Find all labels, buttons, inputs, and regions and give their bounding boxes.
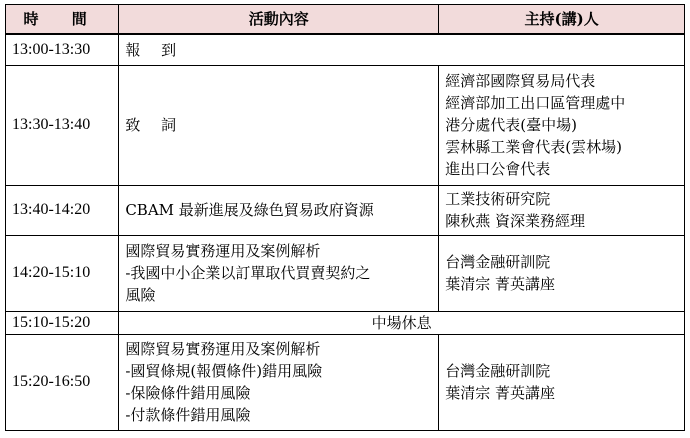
content-line: 國際貿易實務運用及案例解析: [125, 340, 321, 358]
host-cell: [439, 235, 685, 311]
time-cell: 13:30-13:40: [6, 65, 119, 185]
content-line: 中場休息: [371, 313, 432, 332]
host-line: 經濟部加工出口區管理處中: [445, 94, 626, 112]
content-line: 風險: [125, 286, 156, 304]
host-line: 經濟部國際貿易局代表: [445, 72, 596, 90]
content-cell: [119, 311, 685, 334]
host-line: 工業技術研究院: [445, 190, 551, 208]
time-cell: 15:10-15:20: [6, 311, 119, 334]
header-row: [6, 5, 685, 35]
time-cell: 13:40-14:20: [6, 185, 119, 235]
table-row: [6, 334, 685, 430]
host-line: 港分處代表(臺中場): [445, 116, 577, 134]
table-row: [6, 311, 685, 334]
content-line: -國貿條規(報價條件)錯用風險: [125, 362, 323, 380]
host-line: 雲林縣工業會代表(雲林場): [445, 138, 622, 156]
content-line: CBAM 最新進展及綠色貿易政府資源: [125, 201, 374, 219]
header-host: 主持(講)人: [439, 5, 685, 35]
content-cell: [119, 334, 439, 430]
host-line: 葉清宗 菁英講座: [445, 275, 556, 293]
time-cell: 13:00-13:30: [6, 34, 119, 65]
host-line: 台灣金融研訓院: [445, 253, 551, 271]
content-cell: [119, 65, 439, 185]
time-cell: 14:20-15:10: [6, 235, 119, 311]
table-row: [6, 34, 685, 65]
host-cell: [439, 185, 685, 235]
time-cell: 15:20-16:50: [6, 334, 119, 430]
header-content: 活動內容: [119, 5, 439, 35]
content-cell: [119, 34, 685, 65]
content-line: 致 詞: [125, 116, 185, 134]
host-line: 進出口公會代表: [445, 160, 551, 178]
table-row: [6, 185, 685, 235]
host-cell: [439, 65, 685, 185]
content-cell: [119, 185, 439, 235]
content-line: -保險條件錯用風險: [125, 384, 251, 402]
table-row: [6, 65, 685, 185]
host-line: 台灣金融研訓院: [445, 362, 551, 380]
content-line: 國際貿易實務運用及案例解析: [125, 242, 321, 260]
host-line: 葉清宗 菁英講座: [445, 384, 556, 402]
host-line: 陳秋燕 資深業務經理: [445, 212, 586, 230]
header-time: 時 間: [6, 5, 119, 35]
content-line: -我國中小企業以訂單取代買賣契約之: [125, 264, 371, 282]
agenda-table: [5, 4, 685, 431]
host-cell: [439, 334, 685, 430]
table-row: [6, 235, 685, 311]
content-line: -付款條件錯用風險: [125, 406, 251, 424]
content-line: 報 到: [125, 40, 185, 59]
content-cell: [119, 235, 439, 311]
